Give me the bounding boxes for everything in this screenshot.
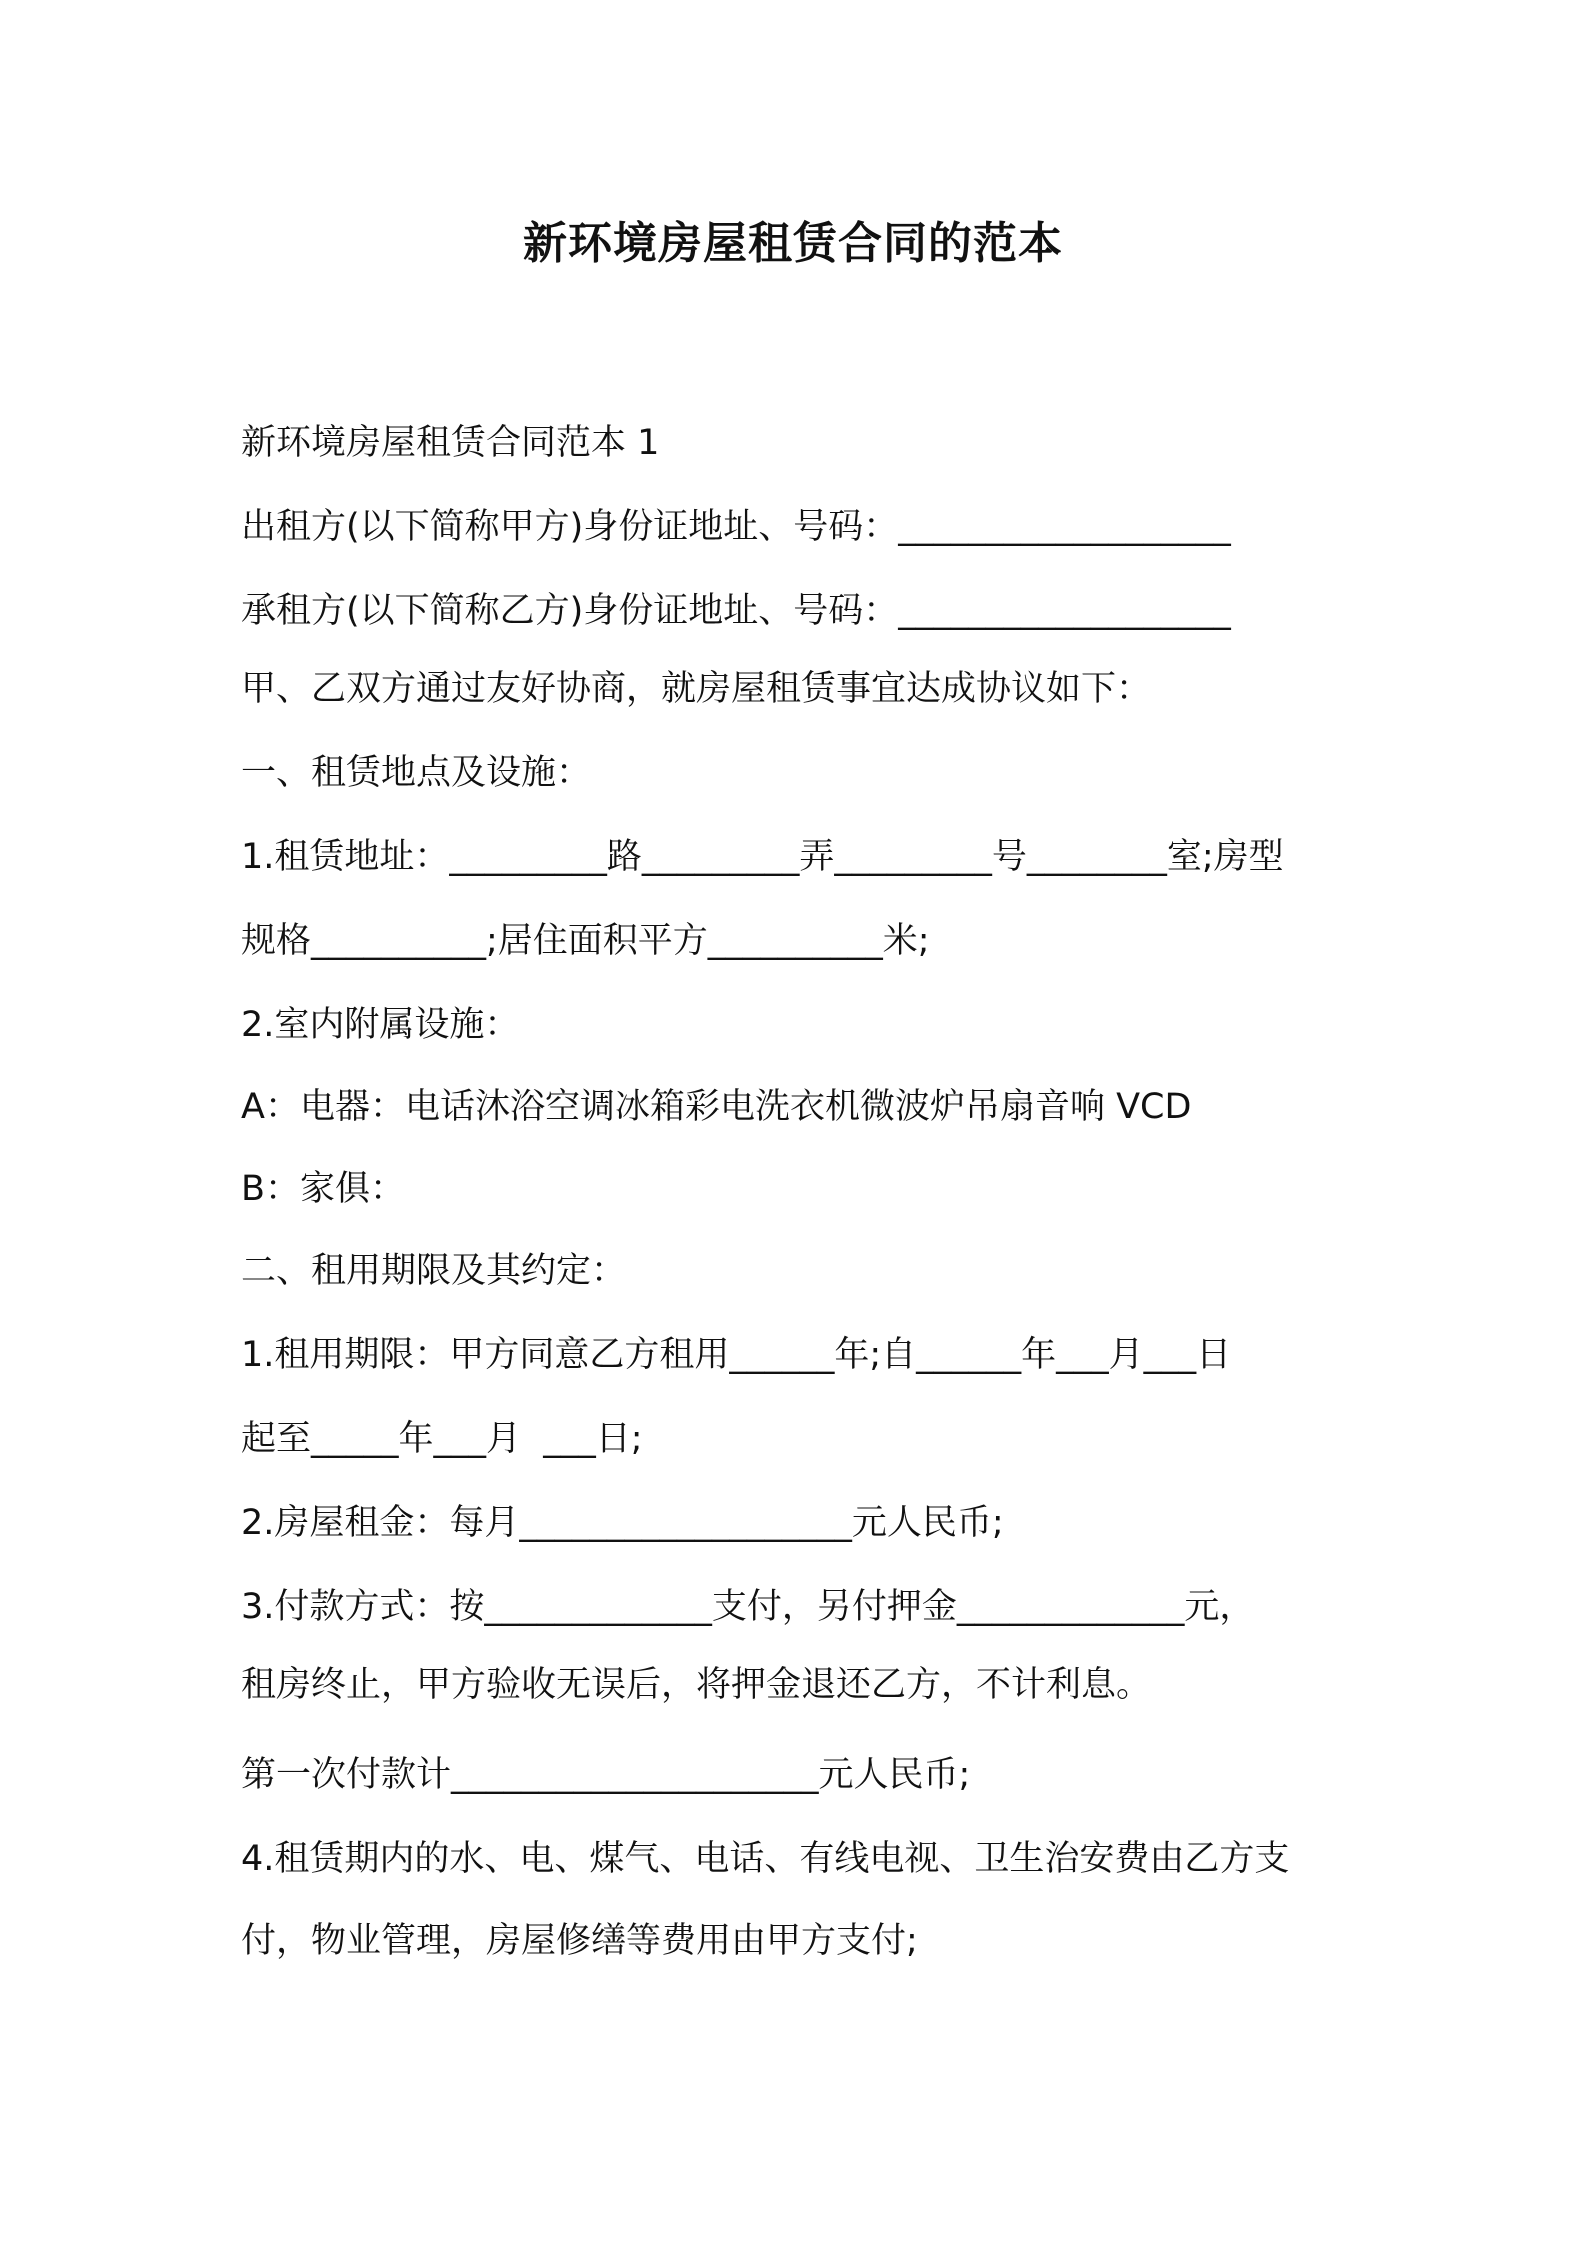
term-line: 1.租用期限：甲方同意乙方租用______年;自______年___月___日 [241, 1335, 1232, 1375]
furniture-line: B：家俱： [241, 1169, 406, 1209]
rent-line: 2.房屋租金：每月___________________元人民币; [241, 1503, 1004, 1543]
section-heading-term: 二、租用期限及其约定： [241, 1251, 627, 1291]
appliances-line: A：电器：电话沐浴空调冰箱彩电洗衣机微波炉吊扇音响 VCD [241, 1087, 1192, 1127]
term-end-line: 起至_____年___月 ___日; [241, 1419, 643, 1459]
lessor-line: 出租方(以下简称甲方)身份证地址、号码：___________________ [241, 507, 1231, 547]
payment-method-line: 3.付款方式：按_____________支付，另付押金_____________元， [241, 1587, 1255, 1627]
area-line: 规格__________;居住面积平方__________米; [241, 921, 930, 961]
agreement-intro: 甲、乙双方通过友好协商，就房屋租赁事宜达成协议如下： [241, 669, 1152, 709]
utilities-line: 4.租赁期内的水、电、煤气、电话、有线电视、卫生治安费由乙方支 [241, 1839, 1290, 1879]
address-line: 1.租赁地址：_________路_________弄_________号________室;房型 [241, 837, 1284, 877]
contract-subtitle: 新环境房屋租赁合同范本 1 [241, 423, 660, 463]
lessee-line: 承租方(以下简称乙方)身份证地址、号码：___________________ [241, 591, 1231, 631]
facilities-heading: 2.室内附属设施： [241, 1005, 520, 1045]
section-heading-location: 一、租赁地点及设施： [241, 753, 592, 793]
first-payment-line: 第一次付款计_____________________元人民币; [241, 1755, 971, 1795]
document-title: 新环境房屋租赁合同的范本 [523, 218, 1063, 269]
utilities-line-cont: 付，物业管理，房屋修缮等费用由甲方支付; [241, 1921, 918, 1961]
deposit-line: 租房终止，甲方验收无误后，将押金退还乙方，不计利息。 [241, 1665, 1152, 1705]
